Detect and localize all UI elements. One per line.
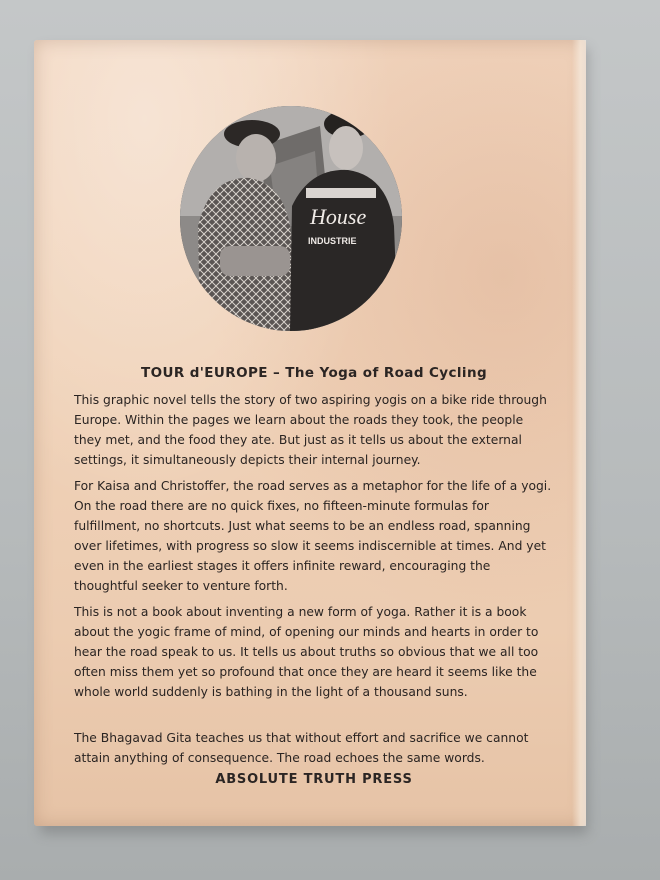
circular-photo — [180, 106, 402, 331]
blurb-paragraph-3: This is not a book about inventing a new form of yoga. Rather it is a book about the yogic frame of mind, of opening our minds and hearts in order to hear the road speak to us. It tells us about truths so obvious that we all too often miss them yet so profound that once they are heard it seems like the whole world suddenly is bathing in the light of a thousand suns. — [74, 605, 539, 699]
book-title: TOUR d'EUROPE – The Yoga of Road Cycling — [140, 365, 488, 381]
jersey-subtext: INDUSTRIE — [308, 236, 357, 246]
book-back-cover — [34, 40, 586, 826]
blurb-paragraph-1: This graphic novel tells the story of two aspiring yogis on a bike ride through Europe. Within the pages we learn about the roads they took, the people they met, and the food they ate. But just as it tells us about the external settings, it simultaneously depicts their internal journey. — [74, 393, 547, 467]
jersey-logo-text: House — [310, 204, 367, 229]
cover-edge-wear — [572, 40, 586, 826]
blurb-paragraph-2: For Kaisa and Christoffer, the road serves as a metaphor for the life of a yogi. On the road there are no quick fixes, no fifteen-minute formulas for fulfillment, no shortcuts. Just what seems to be an endless road, spanning over lifetimes, with progress so slow it seems indiscernible at times. And yet even in the earliest stages it offers infinite reward, encouraging the thoughtful seeker to venture forth. — [74, 479, 552, 593]
publisher-name: ABSOLUTE TRUTH PRESS — [215, 772, 413, 787]
photo-illustration — [180, 106, 402, 331]
blurb-paragraph-4: The Bhagavad Gita teaches us that without effort and sacrifice we cannot attain anything of consequence. The road echoes the same words. — [74, 731, 529, 765]
